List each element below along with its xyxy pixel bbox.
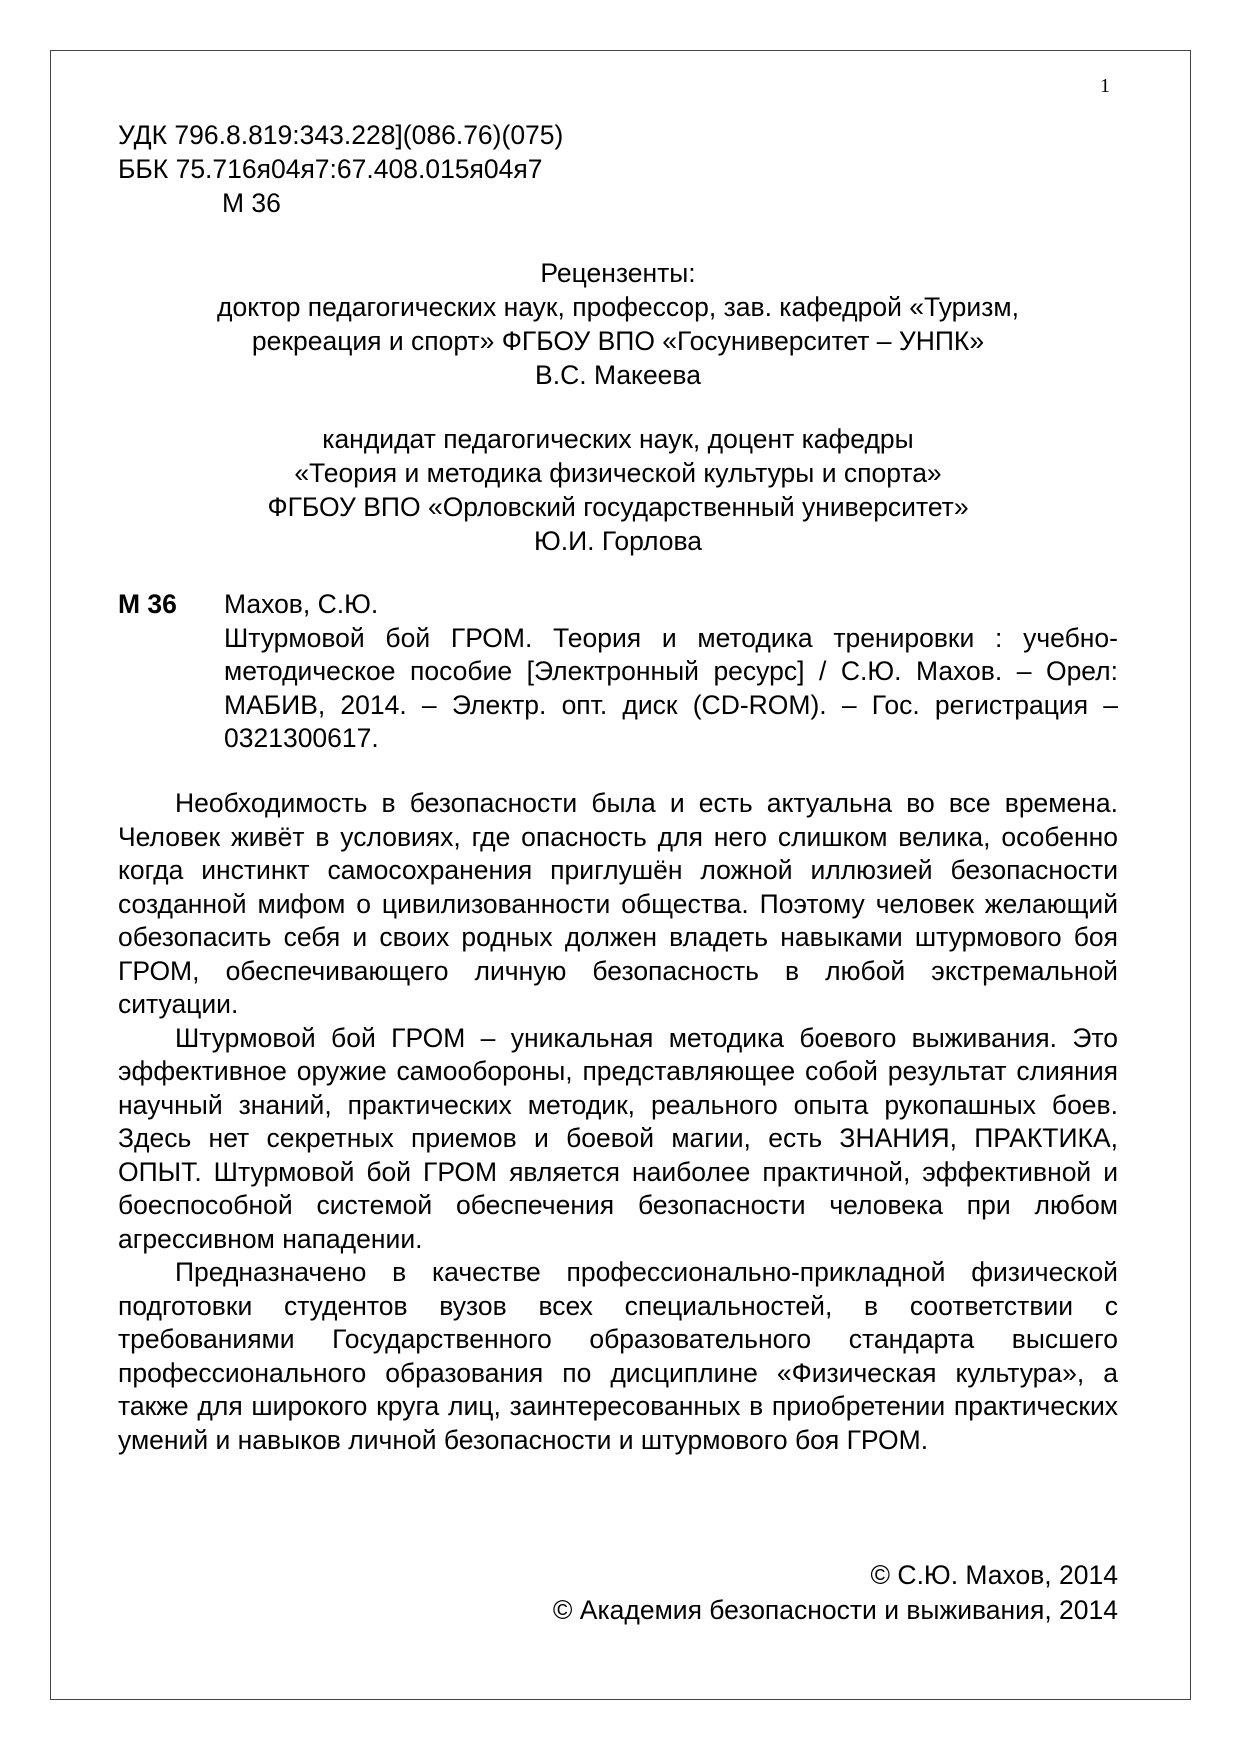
reviewer-first-line2: рекреация и спорт» ФГБОУ ВПО «Госуниверситет – УНПК» — [251, 326, 985, 356]
copyright-author: © С.Ю. Махов, 2014 — [870, 1560, 1118, 1590]
bbk-code: ББК 75.716я04я7:67.408.015я04я7 — [118, 154, 543, 184]
reviewer-first — [118, 290, 1118, 392]
biblio-sign: М 36 — [118, 589, 177, 619]
annotation-paragraph: Штурмовой бой ГРОМ – уникальная методика боевого выживания. Это эффективное оружие самообороны, представляющее собой результат слияния научный знаний, практических методик, реального опыта рукопашных боев. Здесь нет секретных приемов и боевой магии, есть ЗНАНИЯ, ПРАКТИКА, ОПЫТ. Штурмовой бой ГРОМ является наиболее практичной, эффективной и боеспособной системой обеспечения безопасности человека при любом агрессивном нападении. — [118, 1022, 1118, 1254]
reviewer-first-line1: доктор педагогических наук, профессор, зав. кафедрой «Туризм, — [217, 292, 1019, 322]
annotation — [118, 787, 1118, 1457]
copyright-block — [553, 1558, 1118, 1628]
reviewer-second — [118, 422, 1118, 558]
copyright-organization: © Академия безопасности и выживания, 2014 — [552, 1595, 1118, 1625]
reviewers-heading: Рецензенты: — [540, 258, 696, 288]
bibliographic-record — [118, 588, 1118, 756]
reviewer-second-line1: кандидат педагогических наук, доцент кафедры — [322, 424, 914, 454]
udk-code: УДК 796.8.819:343.228](086.76)(075) — [118, 120, 564, 150]
page-number: 1 — [1100, 75, 1110, 97]
classification-codes — [118, 118, 563, 220]
annotation-paragraph: Необходимость в безопасности была и есть актуальна во все времена. Человек живёт в условиях, где опасность для него слишком велика, особенно когда инстинкт самосохранения приглушён ложной иллюзией безопасности созданной мифом о цивилизованности общества. Поэтому человек желающий обезопасить себя и своих родных должен владеть навыками штурмового боя ГРОМ, обеспечивающего личную безопасность в любой экстремальной ситуации. — [118, 788, 1118, 1019]
reviewer-second-line3: ФГБОУ ВПО «Орловский государственный университет» — [267, 492, 969, 522]
reviewer-first-name: В.С. Макеева — [535, 360, 701, 390]
biblio-author: Махов, С.Ю. — [224, 589, 379, 619]
annotation-paragraph: Предназначено в качестве профессионально-прикладной физической подготовки студентов вузов всех специальностей, в соответствии с требованиями Государственного образовательного стандарта высшего профессионального образования по дисциплине «Физическая культура», а также для широкого круга лиц, заинтересованных в приобретении практических умений и навыков личной безопасности и штурмового боя ГРОМ. — [118, 1257, 1118, 1455]
biblio-entry — [224, 588, 1118, 756]
reviewer-second-line2: «Теория и методика физической культуры и спорта» — [294, 458, 942, 488]
author-sign: М 36 — [222, 188, 281, 218]
biblio-description: Штурмовой бой ГРОМ. Теория и методика тренировки : учебно-методическое пособие [Электронный ресурс] / С.Ю. Махов. – Орел: МАБИВ, 2014. – Электр. опт. диск (CD-ROM). – Гос. регистрация – 0321300617. — [224, 622, 1118, 753]
reviewer-second-name: Ю.И. Горлова — [533, 526, 703, 556]
